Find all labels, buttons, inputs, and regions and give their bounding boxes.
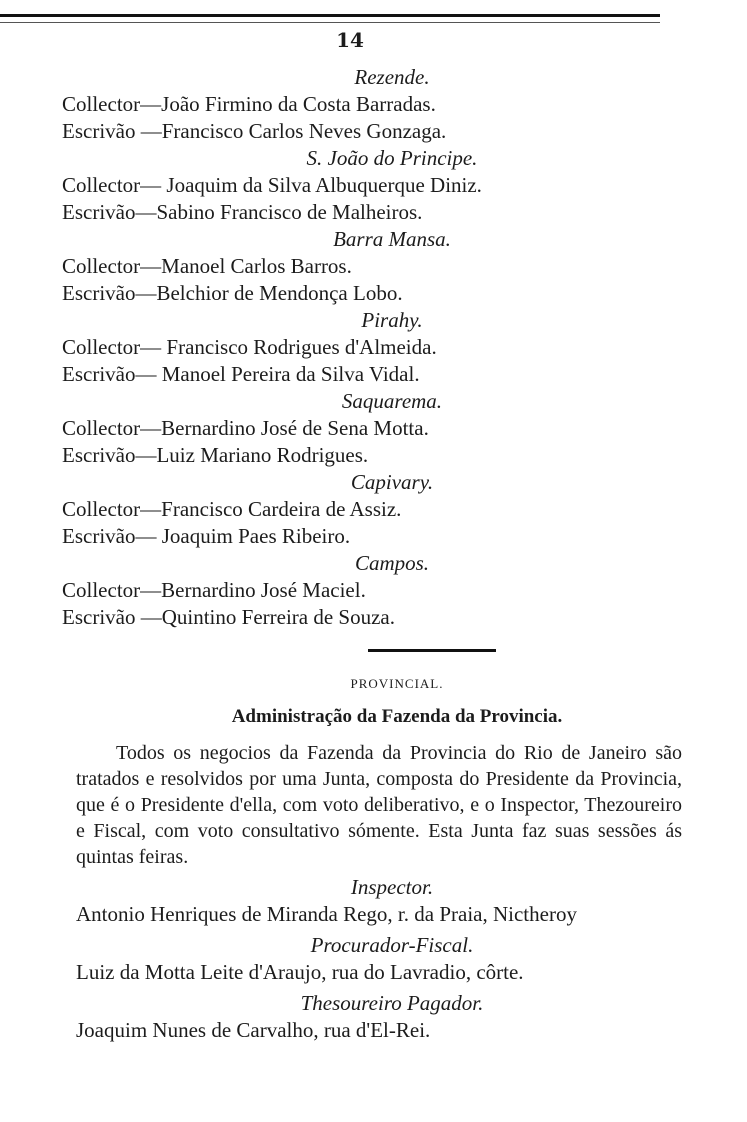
location-heading: Campos. xyxy=(354,551,430,575)
collector-line: Collector— Joaquim da Silva Albuquerque Diniz. xyxy=(62,173,482,197)
escrivao-line: Escrivão— Manoel Pereira da Silva Vidal. xyxy=(62,362,420,386)
section-saquarema xyxy=(62,388,682,469)
officer-title: Thesoureiro Pagador. xyxy=(300,991,484,1015)
provincial-label: PROVINCIAL. xyxy=(350,676,444,691)
officer-name: Luiz da Motta Leite d'Araujo, rua do Lavradio, côrte. xyxy=(76,960,524,984)
escrivao-line: Escrivão—Luiz Mariano Rodrigues. xyxy=(62,443,369,467)
section-barra-mansa xyxy=(62,226,682,307)
officer-procurador-fiscal xyxy=(62,932,682,986)
location-heading: Rezende. xyxy=(354,65,430,89)
provincial-title: Administração da Fazenda da Provincia. xyxy=(231,706,563,727)
location-heading: Barra Mansa. xyxy=(333,227,451,251)
top-rule xyxy=(0,14,660,17)
location-heading: Saquarema. xyxy=(341,389,443,413)
top-rule-thin xyxy=(0,22,660,23)
officer-title: Procurador-Fiscal. xyxy=(310,933,474,957)
collector-line: Collector— Francisco Rodrigues d'Almeida. xyxy=(62,335,437,359)
location-heading: Capivary. xyxy=(350,470,434,494)
section-divider xyxy=(368,649,496,652)
section-rezende xyxy=(62,64,682,145)
officer-thesoureiro xyxy=(62,990,682,1044)
collector-line: Collector—Manoel Carlos Barros. xyxy=(62,254,352,278)
location-heading: S. João do Principe. xyxy=(306,146,478,170)
escrivao-line: Escrivão —Francisco Carlos Neves Gonzaga. xyxy=(62,119,447,143)
collector-line: Collector—Francisco Cardeira de Assiz. xyxy=(62,497,402,521)
collector-line: Collector—Bernardino José Maciel. xyxy=(62,578,366,602)
collector-line: Collector—João Firmino da Costa Barradas. xyxy=(62,92,436,116)
section-campos xyxy=(62,550,682,631)
collector-line: Collector—Bernardino José de Sena Motta. xyxy=(62,416,429,440)
officer-name: Joaquim Nunes de Carvalho, rua d'El-Rei. xyxy=(76,1018,431,1042)
page-number: 14 xyxy=(336,28,364,52)
section-capivary xyxy=(62,469,682,550)
section-pirahy xyxy=(62,307,682,388)
officer-title: Inspector. xyxy=(350,875,434,899)
officer-name: Antonio Henriques de Miranda Rego, r. da Praia, Nictheroy xyxy=(76,902,577,926)
provincial-paragraph: Todos os negocios da Fazenda da Provincia do Rio de Janeiro são tratados e resolvidos por uma Junta, composta do Presidente da Provincia, que é o Presidente d'ella, com voto deliberativo, e o Inspector, Thezoureiro e Fiscal, com voto consultativo sómente. Esta Junta faz suas sessões ás quintas feiras. xyxy=(76,742,682,868)
page-content xyxy=(62,64,682,1044)
escrivao-line: Escrivão —Quintino Ferreira de Souza. xyxy=(62,605,395,629)
escrivao-line: Escrivão— Joaquim Paes Ribeiro. xyxy=(62,524,351,548)
officer-inspector xyxy=(62,874,682,928)
location-heading: Pirahy. xyxy=(361,308,423,332)
escrivao-line: Escrivão—Belchior de Mendonça Lobo. xyxy=(62,281,403,305)
section-sao-joao-do-principe xyxy=(62,145,682,226)
escrivao-line: Escrivão—Sabino Francisco de Malheiros. xyxy=(62,200,423,224)
